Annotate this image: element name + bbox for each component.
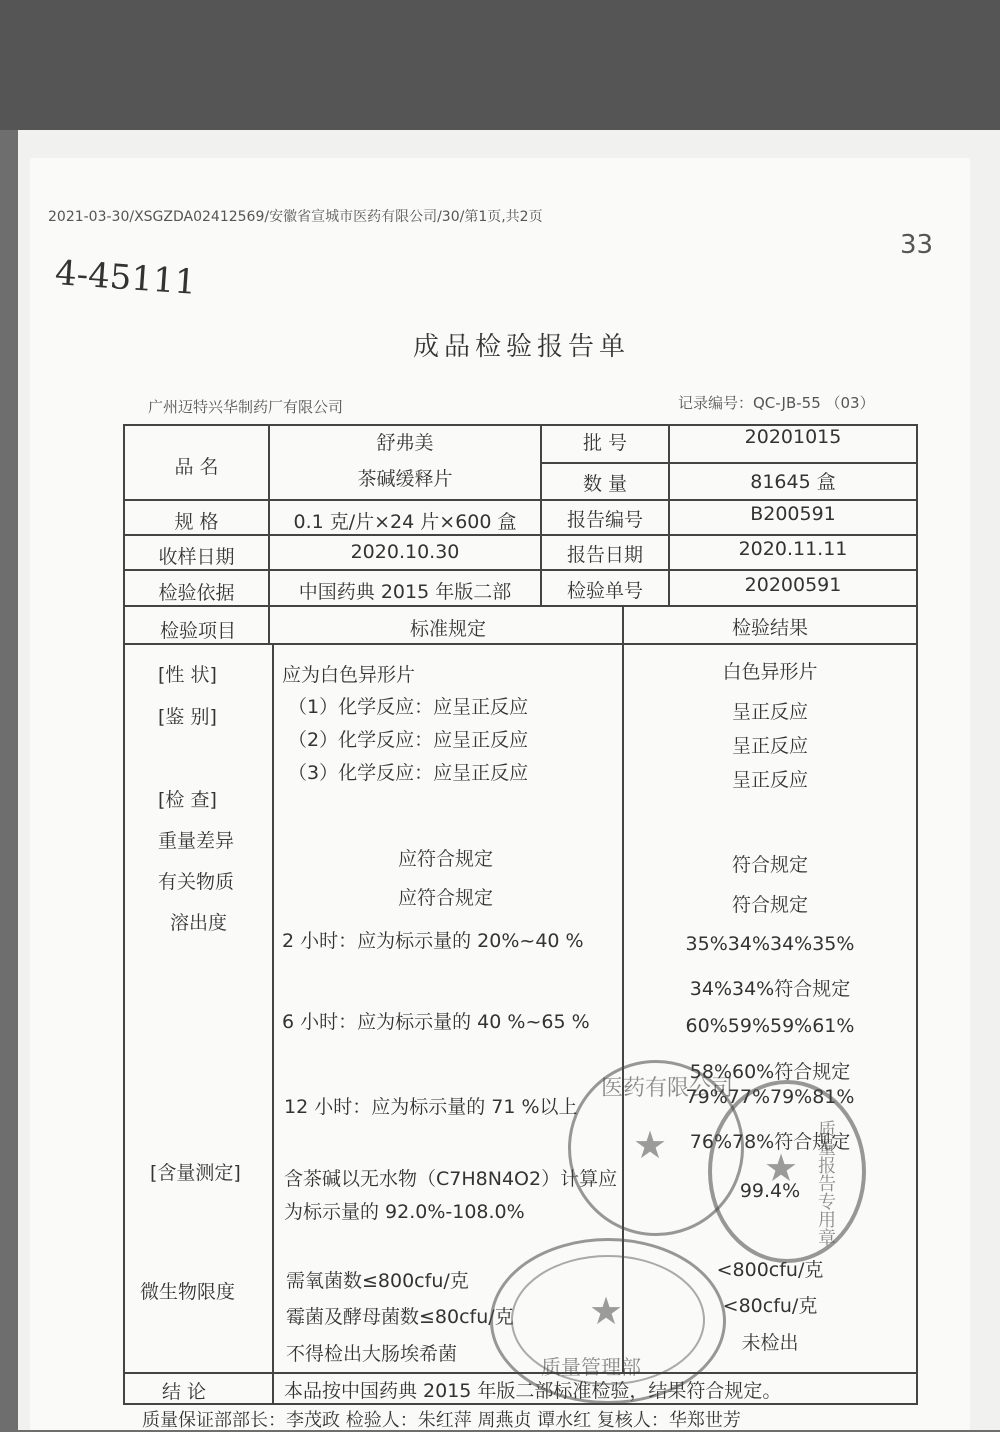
res-dissolution-12h-1: 79%77%79%81% xyxy=(685,1086,855,1108)
product-value-name: 茶碱缓释片 xyxy=(357,468,453,490)
res-related-substances: 符合规定 xyxy=(731,894,808,916)
quality-report-stamp xyxy=(708,1080,866,1263)
test-no-label: 检验单号 xyxy=(566,580,643,602)
res-characteristics: 白色异形片 xyxy=(722,661,818,683)
res-assay: 99.4% xyxy=(739,1180,801,1202)
table-right-border xyxy=(916,424,918,1404)
company-seal-text: 医药有限公司 xyxy=(601,1076,734,1101)
item-characteristics: [性 状] xyxy=(158,664,217,686)
report-no-value: B200591 xyxy=(750,503,836,525)
std-microbial-3: 不得检出大肠埃希菌 xyxy=(286,1343,458,1365)
std-microbial-1: 需氧菌数≤800cfu/克 xyxy=(286,1270,469,1292)
signature-line: 质量保证部部长：李茂政 检验人：朱红萍 周燕贞 谭水红 复核人：华郑世芳 xyxy=(142,1410,741,1431)
dept-stamp-text: 质量管理部 xyxy=(541,1355,641,1379)
fax-header-line: 2021-03-30/XSGZDA02412569/安徽省宣城市医药有限公司/30/第1页,共2页 xyxy=(48,209,543,225)
handwritten-note: 4-45111 xyxy=(53,253,198,303)
report-stamp-star-icon: ★ xyxy=(764,1146,799,1190)
table-line-header xyxy=(123,643,918,645)
report-no-label: 报告编号 xyxy=(566,509,643,531)
std-weight-variation: 应符合规定 xyxy=(398,848,494,870)
col-header-item: 检验项目 xyxy=(159,620,236,642)
res-weight-variation: 符合规定 xyxy=(731,854,808,876)
item-weight-variation: 重量差异 xyxy=(158,830,235,852)
report-title: 成品检验报告单 xyxy=(413,332,631,362)
std-identification-2: （2）化学反应：应呈正反应 xyxy=(288,729,529,751)
test-no-value: 20200591 xyxy=(744,574,842,596)
std-identification-3: （3）化学反应：应呈正反应 xyxy=(288,762,529,784)
res-dissolution-2h-1: 35%34%34%35% xyxy=(685,933,855,955)
std-microbial-2: 霉菌及酵母菌数≤80cfu/克 xyxy=(286,1306,514,1328)
table-line-batch xyxy=(540,462,918,464)
res-microbial-1: <800cfu/克 xyxy=(716,1259,824,1281)
company-name: 广州迈特兴华制药厂有限公司 xyxy=(148,398,344,416)
sample-date-label: 收样日期 xyxy=(158,546,235,568)
seal-star-icon: ★ xyxy=(633,1123,668,1167)
batch-value: 20201015 xyxy=(744,426,842,448)
std-dissolution-12h: 12 小时：应为标示量的 71 %以上 xyxy=(284,1096,578,1118)
item-conclusion: 结 论 xyxy=(162,1381,207,1403)
col-header-result: 检验结果 xyxy=(731,617,808,639)
dept-stamp-star-icon: ★ xyxy=(589,1289,624,1333)
res-microbial-2: <80cfu/克 xyxy=(722,1295,818,1317)
handwritten-mark: 33 xyxy=(900,230,934,260)
std-related-substances: 应符合规定 xyxy=(398,887,494,909)
res-dissolution-2h-2: 34%34%符合规定 xyxy=(689,978,851,1000)
table-line-4 xyxy=(123,605,918,607)
report-stamp-text: 质量报告专用章 xyxy=(815,1120,836,1246)
report-date-value: 2020.11.11 xyxy=(738,538,848,560)
basis-label: 检验依据 xyxy=(158,582,235,604)
std-dissolution-6h: 6 小时：应为标示量的 40 %~65 % xyxy=(282,1011,590,1033)
spec-value: 0.1 克/片×24 片×600 盒 xyxy=(293,511,517,533)
table-bottom-border xyxy=(123,1403,918,1405)
table-left-border xyxy=(123,424,125,1404)
report-date-label: 报告日期 xyxy=(566,544,643,566)
res-dissolution-6h-2: 58%60%符合规定 xyxy=(689,1061,851,1083)
item-microbial-limit: 微生物限度 xyxy=(140,1281,236,1303)
res-dissolution-6h-1: 60%59%59%61% xyxy=(685,1015,855,1037)
std-characteristics: 应为白色异形片 xyxy=(282,664,416,686)
table-line-3 xyxy=(123,569,918,571)
table-col-1-body xyxy=(272,643,274,1404)
item-related-substances: 有关物质 xyxy=(158,871,235,893)
res-identification-2: 呈正反应 xyxy=(731,735,808,757)
record-number: 记录编号：QC-JB-55 （03） xyxy=(678,394,875,412)
sample-date-value: 2020.10.30 xyxy=(350,541,460,563)
col-header-standard: 标准规定 xyxy=(409,618,486,640)
product-label: 品 名 xyxy=(174,456,219,478)
std-identification-1: （1）化学反应：应呈正反应 xyxy=(288,696,529,718)
product-value-brand: 舒弗美 xyxy=(376,432,434,454)
spec-label: 规 格 xyxy=(174,511,219,533)
item-assay: [含量测定] xyxy=(150,1162,241,1184)
std-assay-2: 为标示量的 92.0%-108.0% xyxy=(284,1201,525,1223)
basis-value: 中国药典 2015 年版二部 xyxy=(298,581,512,603)
table-line-2 xyxy=(123,534,918,536)
std-assay-1: 含茶碱以无水物（C7H8N4O2）计算应 xyxy=(284,1168,618,1190)
res-microbial-3: 未检出 xyxy=(741,1332,799,1354)
conclusion-text: 本品按中国药典 2015 年版二部标准检验，结果符合规定。 xyxy=(284,1380,782,1402)
std-dissolution-2h: 2 小时：应为标示量的 20%~40 % xyxy=(282,930,584,952)
scan-dark-band xyxy=(0,0,1000,130)
res-identification-1: 呈正反应 xyxy=(731,701,808,723)
batch-label: 批 号 xyxy=(582,432,628,454)
quantity-value: 81645 盒 xyxy=(750,471,836,493)
res-dissolution-12h-2: 76%78%符合规定 xyxy=(689,1131,851,1153)
quality-dept-stamp xyxy=(490,1238,726,1404)
item-dissolution: 溶出度 xyxy=(170,912,228,934)
quantity-label: 数 量 xyxy=(582,473,628,495)
item-identification: [鉴 别] xyxy=(158,706,217,728)
table-line-1 xyxy=(123,499,918,501)
item-check: [检 查] xyxy=(158,789,217,811)
res-identification-3: 呈正反应 xyxy=(731,769,808,791)
